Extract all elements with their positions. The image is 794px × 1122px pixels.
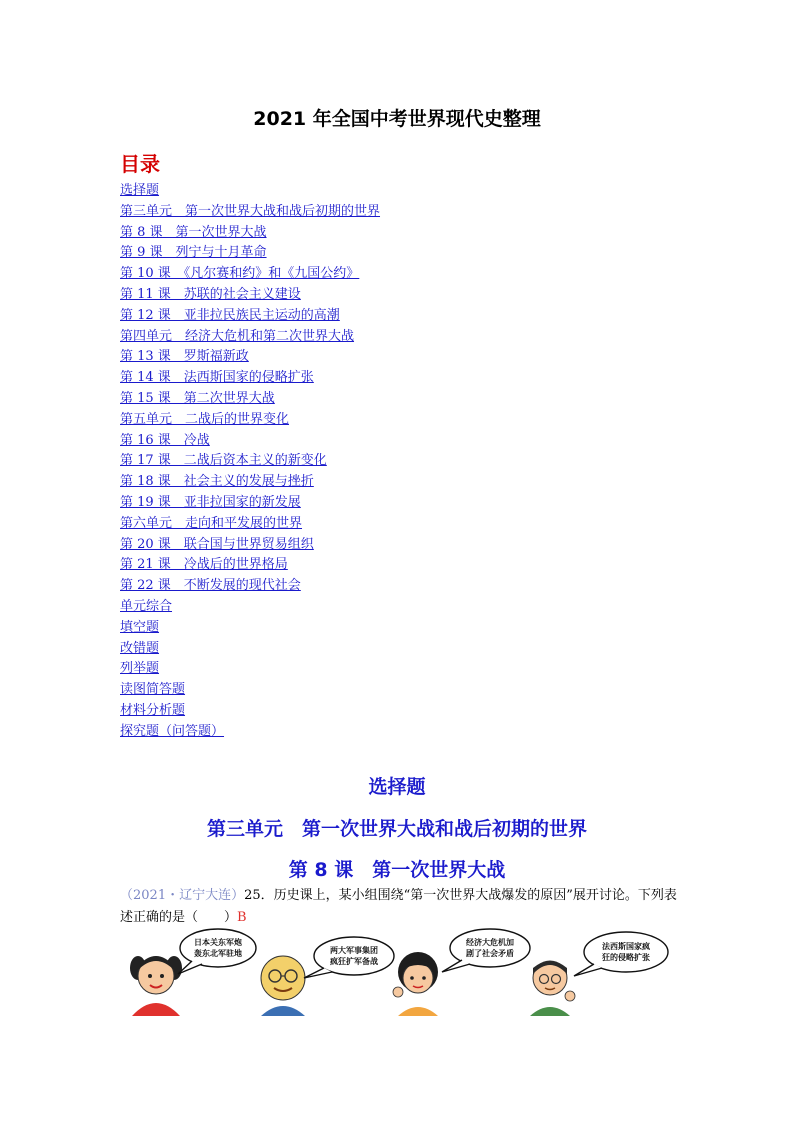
toc-item: [120, 722, 380, 743]
student-bald-glasses-figure: [261, 956, 305, 1016]
toc-item: [120, 514, 380, 535]
toc-item: [120, 535, 380, 556]
toc-item: [120, 431, 380, 452]
speech-bubble-3: [442, 929, 530, 972]
toc-link-inquiry[interactable]: 探究题（问答题）: [120, 723, 225, 739]
bubble-1-line-2: 轰东北军驻地: [194, 949, 242, 958]
toc-link-fill-blank[interactable]: 填空题: [120, 619, 160, 635]
toc-item: [120, 472, 380, 493]
toc-item: [120, 223, 380, 244]
bubble-4-line-2: 狂的侵略扩张: [602, 953, 650, 962]
toc-link-unit-3[interactable]: 第三单元 第一次世界大战和战后初期的世界: [120, 203, 381, 219]
toc-link-listing[interactable]: 列举题: [120, 661, 160, 677]
toc-link-lesson-15[interactable]: 第 15 课 第二次世界大战: [120, 390, 275, 406]
speech-bubble-4: [574, 932, 668, 976]
toc-item: [120, 306, 380, 327]
toc-link-lesson-14[interactable]: 第 14 课 法西斯国家的侵略扩张: [120, 370, 314, 386]
toc-link-lesson-18[interactable]: 第 18 课 社会主义的发展与挫折: [120, 474, 314, 490]
bubble-3-line-2: 剧了社会矛盾: [466, 949, 514, 958]
toc-item: [120, 368, 380, 389]
toc-item: [120, 576, 380, 597]
toc-link-lesson-16[interactable]: 第 16 课 冷战: [120, 432, 210, 448]
bubble-1-line-1: 日本关东军炮: [194, 938, 242, 947]
toc-link-choice[interactable]: 选择题: [120, 183, 160, 198]
toc-link-unit-5[interactable]: 第五单元 二战后的世界变化: [120, 411, 290, 427]
toc-link-lesson-8[interactable]: 第 8 课 第一次世界大战: [120, 224, 267, 240]
toc-item: [120, 389, 380, 410]
toc-item: [120, 285, 380, 306]
bubble-2-line-1: 两大军事集团: [330, 946, 378, 955]
toc-item: [120, 555, 380, 576]
speech-bubble-2: [304, 937, 394, 978]
question-25: [120, 885, 680, 929]
question-text: 25．历史课上，某小组围绕“第一次世界大战爆发的原因”展开讨论。下列表述正确的是（ ）: [120, 888, 677, 925]
toc-heading: 目录: [120, 152, 160, 176]
toc-link-correction[interactable]: 改错题: [120, 640, 160, 656]
question-source: （2021・辽宁大连）: [120, 888, 245, 903]
section-heading-part: 选择题: [368, 776, 426, 798]
toc-link-image-answer[interactable]: 读图简答题: [120, 682, 186, 698]
toc-link-lesson-12[interactable]: 第 12 课 亚非拉民族民主运动的高潮: [120, 307, 340, 323]
toc-link-lesson-11[interactable]: 第 11 课 苏联的社会主义建设: [120, 286, 301, 302]
toc-item: [120, 493, 380, 514]
toc-item: [120, 701, 380, 722]
bubble-2-line-2: 疯狂扩军备战: [330, 957, 378, 966]
toc-link-lesson-20[interactable]: 第 20 课 联合国与世界贸易组织: [120, 536, 314, 552]
toc-item: [120, 181, 380, 202]
speech-bubble-1: [178, 929, 256, 974]
student-boy-glasses-figure: [530, 961, 575, 1016]
student-girl-bob-figure: [393, 952, 438, 1016]
toc-item: [120, 202, 380, 223]
toc-link-unit-review[interactable]: 单元综合: [120, 598, 173, 614]
toc-link-lesson-21[interactable]: 第 21 课 冷战后的世界格局: [120, 557, 288, 573]
toc-item: [120, 264, 380, 285]
toc-link-unit-4[interactable]: 第四单元 经济大危机和第二次世界大战: [120, 328, 355, 344]
toc-link-lesson-9[interactable]: 第 9 课 列宁与十月革命: [120, 245, 267, 261]
bubble-4-line-1: 法西斯国家疯: [602, 942, 650, 951]
toc-item: [120, 597, 380, 618]
toc-item: [120, 410, 380, 431]
toc-item: [120, 327, 380, 348]
toc-link-lesson-17[interactable]: 第 17 课 二战后资本主义的新变化: [120, 453, 327, 469]
section-heading-lesson: 第 8 课 第一次世界大战: [288, 859, 506, 881]
toc-link-lesson-13[interactable]: 第 13 课 罗斯福新政: [120, 349, 249, 365]
toc-link-lesson-10[interactable]: 第 10 课 《凡尔赛和约》和《九国公约》: [120, 266, 360, 282]
section-heading-unit: 第三单元 第一次世界大战和战后初期的世界: [206, 818, 587, 840]
toc-item: [120, 639, 380, 660]
bubble-3-line-1: 经济大危机加: [466, 938, 514, 947]
toc-item: [120, 680, 380, 701]
toc-link-lesson-19[interactable]: 第 19 课 亚非拉国家的新发展: [120, 494, 301, 510]
question-answer: B: [237, 910, 247, 925]
table-of-contents: [120, 181, 380, 743]
toc-link-unit-6[interactable]: 第六单元 走向和平发展的世界: [120, 515, 303, 531]
toc-item: [120, 659, 380, 680]
toc-item: [120, 347, 380, 368]
toc-item: [120, 618, 380, 639]
discussion-cartoon: [118, 926, 678, 1016]
student-girl-pigtails-figure: [130, 956, 182, 1016]
document-title: 2021 年全国中考世界现代史整理: [253, 108, 541, 130]
toc-item: [120, 451, 380, 472]
toc-link-material-analysis[interactable]: 材料分析题: [120, 702, 186, 718]
toc-item: [120, 243, 380, 264]
toc-link-lesson-22[interactable]: 第 22 课 不断发展的现代社会: [120, 578, 301, 594]
